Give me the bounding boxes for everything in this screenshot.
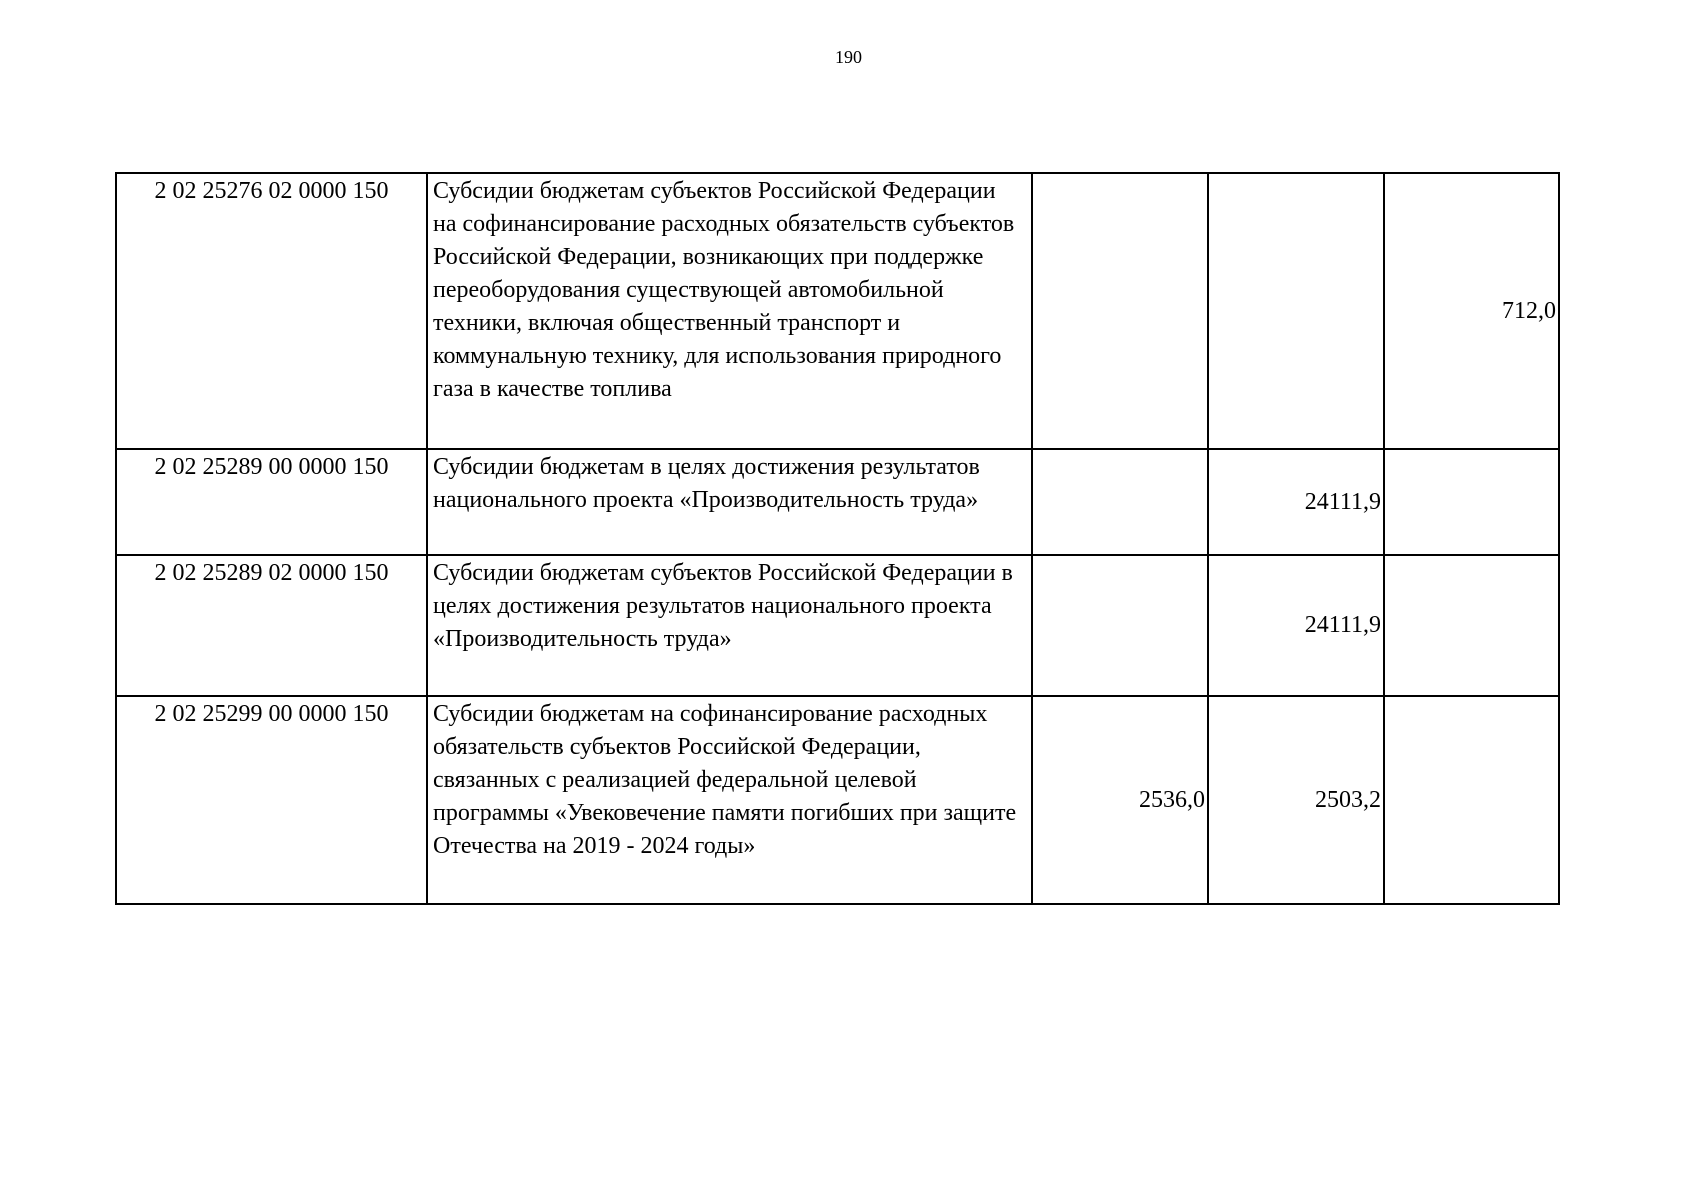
- amount-cell-1: [1032, 449, 1208, 555]
- amount-cell-2: 24111,9: [1208, 555, 1384, 696]
- amount-cell-1: [1032, 173, 1208, 449]
- budget-code-cell: 2 02 25289 00 0000 150: [116, 449, 427, 555]
- amount-cell-3: 712,0: [1384, 173, 1559, 449]
- table-row: [116, 173, 1559, 449]
- amount-cell-3: [1384, 555, 1559, 696]
- page-number: 190: [835, 47, 862, 67]
- table-row: [116, 696, 1559, 904]
- amount-cell-3: [1384, 449, 1559, 555]
- description-cell: Субсидии бюджетам субъектов Российской Федерации в целях достижения результатов национального проекта «Производительность труда»: [427, 555, 1032, 696]
- amount-cell-2: [1208, 173, 1384, 449]
- amount-cell-1: [1032, 555, 1208, 696]
- description-cell: Субсидии бюджетам в целях достижения результатов национального проекта «Производительность труда»: [427, 449, 1032, 555]
- table-row: [116, 449, 1559, 555]
- amount-cell-2: 24111,9: [1208, 449, 1384, 555]
- description-cell: Субсидии бюджетам на софинансирование расходных обязательств субъектов Российской Федерации, связанных с реализацией федеральной целевой программы «Увековечение памяти погибших при защите Отечества на 2019 - 2024 годы»: [427, 696, 1032, 904]
- amount-cell-2: 2503,2: [1208, 696, 1384, 904]
- amount-cell-3: [1384, 696, 1559, 904]
- budget-table: [115, 172, 1560, 905]
- amount-cell-1: 2536,0: [1032, 696, 1208, 904]
- budget-code-cell: 2 02 25299 00 0000 150: [116, 696, 427, 904]
- description-cell: Субсидии бюджетам субъектов Российской Федерации на софинансирование расходных обязательств субъектов Российской Федерации, возникающих при поддержке переоборудования существующей автомобильной техники, включая общественный транспорт и коммунальную технику, для использования природного газа в качестве топлива: [427, 173, 1032, 449]
- budget-code-cell: 2 02 25276 02 0000 150: [116, 173, 427, 449]
- table-row: [116, 555, 1559, 696]
- budget-code-cell: 2 02 25289 02 0000 150: [116, 555, 427, 696]
